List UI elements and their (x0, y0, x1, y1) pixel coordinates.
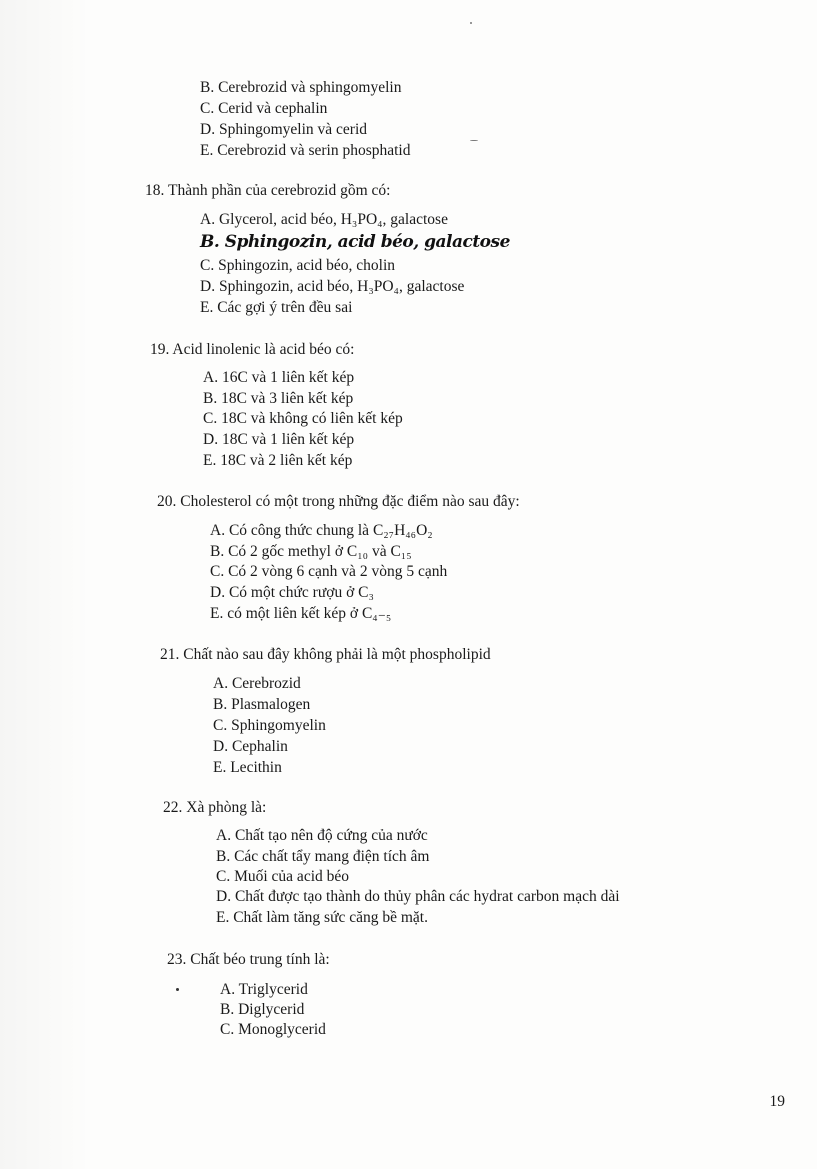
option-selected: B. Sphingozin, acid béo, galactose (200, 232, 510, 252)
question-23: 23. Chất béo trung tính là: (167, 951, 330, 968)
option: D. Có một chức rượu ở C₃ (210, 584, 374, 601)
option: E. có một liên kết kép ở C₄₋₅ (210, 605, 392, 622)
option: E. 18C và 2 liên kết kép (203, 452, 353, 469)
option: D. Cephalin (213, 738, 288, 755)
option: A. 16C và 1 liên kết kép (203, 369, 355, 386)
option: C. 18C và không có liên kết kép (203, 410, 403, 427)
question-19: 19. Acid linolenic là acid béo có: (150, 341, 355, 358)
option: E. Chất làm tăng sức căng bề mặt. (216, 909, 428, 926)
option: A. Triglycerid (220, 981, 308, 998)
scan-speck (470, 22, 472, 24)
question-18: 18. Thành phần của cerebrozid gồm có: (145, 182, 391, 199)
option: E. Cerebrozid và serin phosphatid (200, 142, 411, 159)
option: D. Chất được tạo thành do thủy phân các hydrat carbon mạch dài (216, 888, 620, 905)
scan-shadow (0, 0, 130, 1169)
option: B. Có 2 gốc methyl ở C₁₀ và C₁₅ (210, 543, 412, 560)
question-21: 21. Chất nào sau đây không phải là một phospholipid (160, 646, 491, 663)
option: B. Cerebrozid và sphingomyelin (200, 79, 402, 96)
option: E. Các gợi ý trên đều sai (200, 299, 353, 316)
option: C. Monoglycerid (220, 1021, 326, 1038)
option: C. Có 2 vòng 6 cạnh và 2 vòng 5 cạnh (210, 563, 448, 580)
scan-speck (470, 140, 478, 141)
option: B. Plasmalogen (213, 696, 311, 713)
option: D. Sphingozin, acid béo, H₃PO₄, galactose (200, 278, 465, 295)
option: D. Sphingomyelin và cerid (200, 121, 368, 138)
option: B. Các chất tẩy mang điện tích âm (216, 848, 430, 865)
option: E. Lecithin (213, 759, 282, 776)
option: C. Muối của acid béo (216, 868, 350, 885)
option: A. Chất tạo nên độ cứng của nước (216, 827, 428, 844)
option: B. 18C và 3 liên kết kép (203, 390, 354, 407)
option: B. Diglycerid (220, 1001, 305, 1018)
question-20: 20. Cholesterol có một trong những đặc điểm nào sau đây: (157, 493, 520, 510)
scan-speck (176, 988, 179, 991)
option: D. 18C và 1 liên kết kép (203, 431, 355, 448)
option: A. Cerebrozid (213, 675, 301, 692)
option: C. Sphingozin, acid béo, cholin (200, 257, 396, 274)
option: A. Có công thức chung là C₂₇H₄₆O₂ (210, 522, 433, 539)
question-22: 22. Xà phòng là: (163, 799, 267, 816)
page-number: 19 (769, 1093, 785, 1110)
option: C. Sphingomyelin (213, 717, 326, 734)
option: C. Cerid và cephalin (200, 100, 328, 117)
option: A. Glycerol, acid béo, H₃PO₄, galactose (200, 211, 448, 228)
